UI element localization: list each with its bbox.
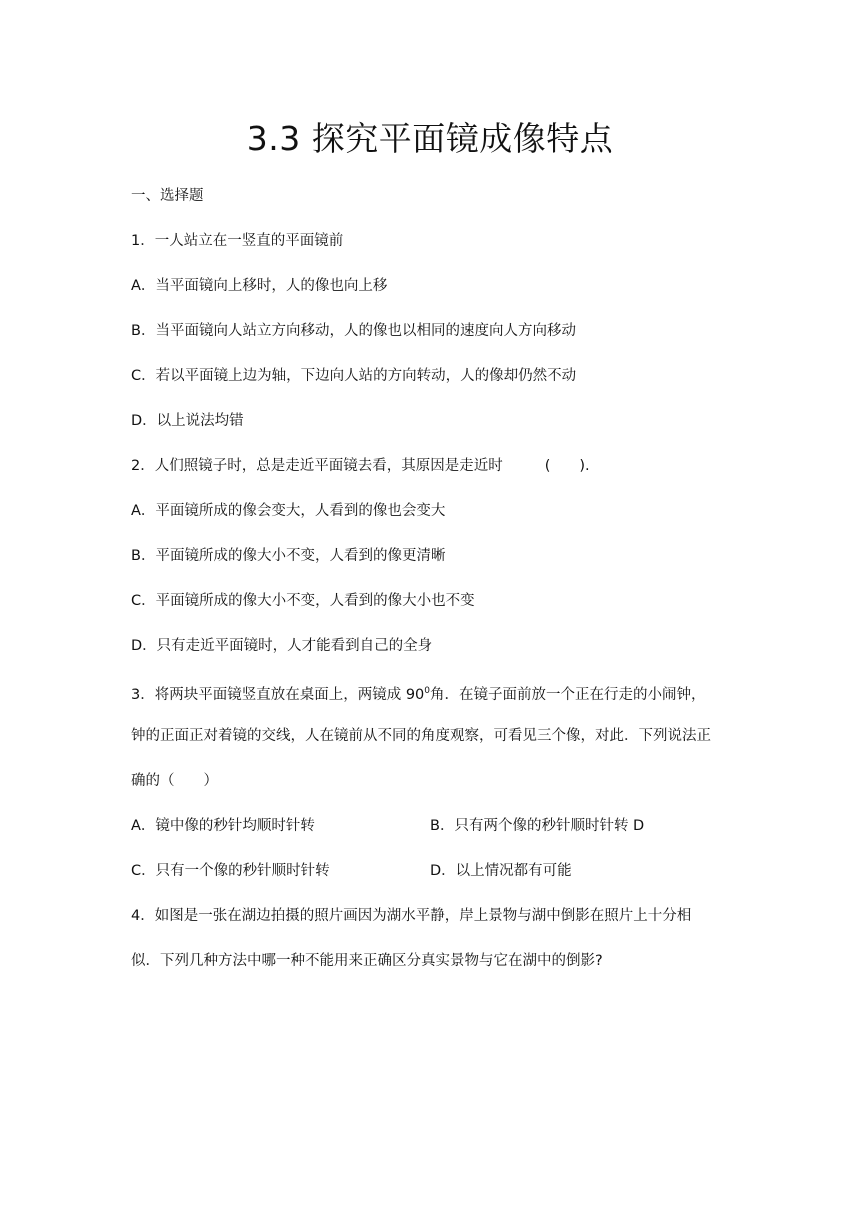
- question-3-option-b: B．只有两个像的秒针顺时针转 D: [430, 818, 645, 834]
- question-3-stem-line-2: 钟的正面正对着镜的交线，人在镜前从不同的角度观察，可看见三个像，对此．下列说法正: [131, 728, 711, 744]
- question-1-stem: 1．一人站立在一竖直的平面镜前: [131, 233, 344, 249]
- question-3-option-c: C．只有一个像的秒针顺时针转: [131, 863, 330, 879]
- question-3-stem-line-1: [131, 680, 706, 706]
- question-3-stem-line-3: 确的（ ）: [131, 773, 218, 789]
- question-1-option-a: A．当平面镜向上移时，人的像也向上移: [131, 278, 388, 294]
- question-2-option-b: B．平面镜所成的像大小不变，人看到的像更清晰: [131, 548, 446, 564]
- question-2-answer-blank: ( ).: [544, 458, 590, 474]
- question-2-stem: 2．人们照镜子时，总是走近平面镜去看，其原因是走近时: [131, 458, 503, 474]
- question-3-option-a: A．镜中像的秒针均顺时针转: [131, 818, 315, 834]
- question-2-option-c: C．平面镜所成的像大小不变，人看到的像大小也不变: [131, 593, 475, 609]
- question-3-option-d: D．以上情况都有可能: [430, 863, 572, 879]
- question-3-superscript: 0: [424, 686, 431, 696]
- question-3-stem-post: 角．在镜子面前放一个正在行走的小闹钟，: [430, 687, 706, 703]
- section-heading: 一、选择题: [131, 188, 204, 204]
- question-1-option-c: C．若以平面镜上边为轴，下边向人站的方向转动，人的像却仍然不动: [131, 368, 577, 384]
- question-1-option-b: B．当平面镜向人站立方向移动，人的像也以相同的速度向人方向移动: [131, 323, 576, 339]
- question-2-option-a: A．平面镜所成的像会变大，人看到的像也会变大: [131, 503, 446, 519]
- question-1-option-d: D．以上说法均错: [131, 413, 244, 429]
- question-2-stem-line: [131, 455, 590, 477]
- question-3-stem-pre: 3．将两块平面镜竖直放在桌面上，两镜成 90: [131, 687, 425, 703]
- page-title: 3.3 探究平面镜成像特点: [246, 119, 614, 158]
- question-2-option-d: D．只有走近平面镜时，人才能看到自己的全身: [131, 638, 433, 654]
- question-4-stem-line-1: 4．如图是一张在湖边拍摄的照片画因为湖水平静，岸上景物与湖中倒影在照片上十分相: [131, 908, 692, 924]
- question-4-stem-line-2: 似．下列几种方法中哪一种不能用来正确区分真实景物与它在湖中的倒影?: [131, 953, 603, 969]
